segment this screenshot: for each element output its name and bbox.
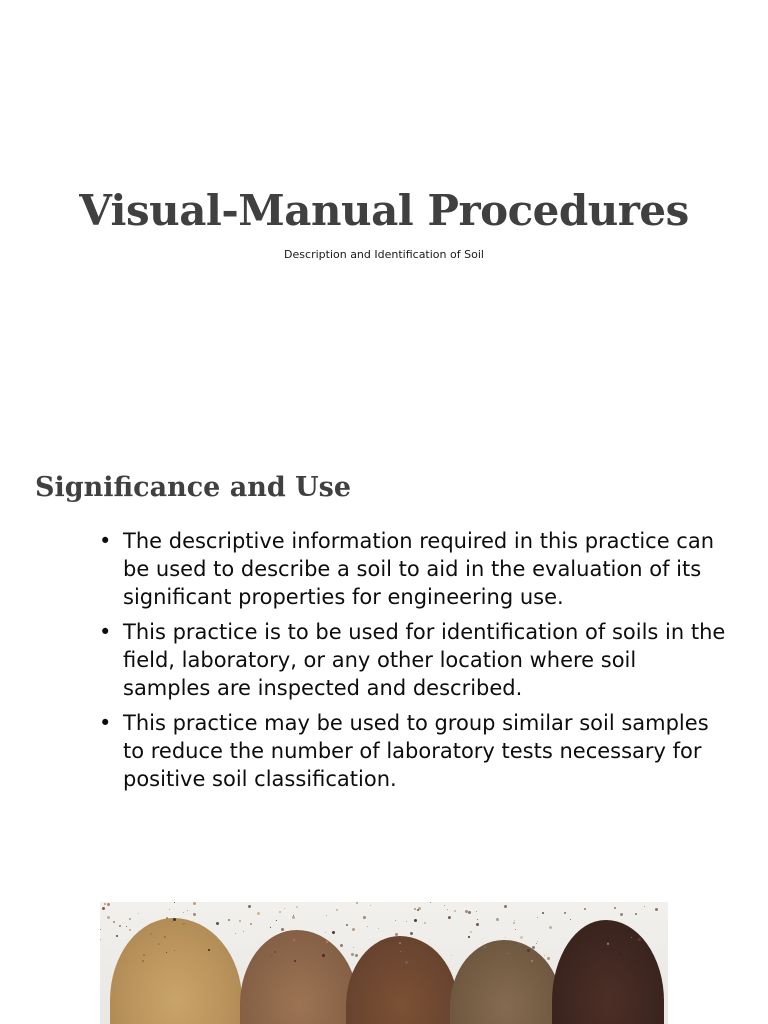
- soil-speck: [620, 913, 623, 916]
- soil-speck: [183, 912, 184, 913]
- soil-speck: [187, 910, 188, 911]
- soil-speck: [164, 936, 166, 938]
- list-item: [97, 527, 727, 611]
- soil-speck: [336, 909, 338, 911]
- soil-speck: [281, 928, 284, 931]
- soil-speck: [448, 917, 450, 919]
- soil-speck: [584, 908, 586, 910]
- soil-speck: [174, 902, 175, 903]
- soil-speck: [547, 957, 550, 960]
- soil-speck: [296, 906, 298, 908]
- soil-speck: [644, 906, 645, 907]
- soil-speck: [513, 922, 515, 924]
- soil-speck: [484, 946, 486, 948]
- soil-speck: [346, 924, 348, 926]
- soil-pile-light-tan: [110, 918, 242, 1024]
- soil-speck: [292, 916, 295, 919]
- soil-speck: [353, 947, 354, 948]
- soil-speck: [570, 919, 571, 920]
- soil-speck: [113, 921, 115, 923]
- soil-speck: [638, 938, 641, 941]
- soil-speck: [356, 902, 358, 904]
- list-item: [97, 709, 727, 793]
- soil-speck: [447, 909, 448, 910]
- soil-speck: [248, 905, 251, 908]
- soil-speck: [102, 907, 105, 910]
- soil-speck: [537, 941, 538, 942]
- soil-speck: [514, 920, 515, 921]
- soil-speck: [193, 913, 196, 916]
- soil-speck: [119, 925, 121, 927]
- soil-speck: [270, 927, 271, 928]
- soil-speck: [250, 923, 252, 925]
- soil-speck: [301, 937, 302, 938]
- soil-speck: [169, 909, 170, 910]
- soil-speck: [520, 936, 523, 939]
- soil-speck: [405, 961, 408, 964]
- soil-speck: [470, 931, 472, 933]
- soil-speck: [367, 926, 368, 927]
- soil-speck: [437, 952, 438, 953]
- soil-speck: [107, 916, 110, 919]
- soil-speck: [254, 957, 257, 960]
- slide-title: Visual-Manual Procedures: [79, 186, 689, 235]
- soil-speck: [430, 902, 431, 903]
- soil-speck: [406, 921, 407, 922]
- soil-speck: [166, 952, 167, 953]
- soil-speck: [520, 948, 522, 950]
- bullet-list: [97, 527, 727, 800]
- soil-speck: [322, 954, 325, 957]
- soil-speck: [174, 950, 175, 951]
- soil-speck: [395, 933, 398, 936]
- soil-speck: [100, 929, 101, 930]
- soil-speck: [468, 911, 471, 914]
- soil-speck: [468, 936, 470, 938]
- soil-speck: [549, 926, 552, 929]
- soil-speck: [274, 951, 276, 953]
- soil-speck: [537, 917, 538, 918]
- bullet-text: The descriptive information required in this practice can be used to describe a soil to aid in the evaluation of its significant properties for engineering use.: [123, 529, 715, 609]
- soil-speck: [395, 920, 396, 921]
- soil-pile-dark-brown: [552, 920, 664, 1024]
- soil-speck: [172, 921, 173, 922]
- soil-samples-photo: [100, 902, 668, 1024]
- soil-speck: [276, 920, 277, 921]
- soil-speck: [352, 928, 355, 931]
- section-heading: Significance and Use: [35, 472, 352, 503]
- soil-speck: [454, 910, 456, 912]
- soil-speck: [150, 933, 152, 935]
- soil-speck: [451, 955, 452, 956]
- soil-speck: [424, 922, 426, 924]
- soil-speck: [129, 918, 131, 920]
- soil-speck: [504, 905, 507, 908]
- soil-speck: [142, 960, 144, 962]
- soil-speck: [326, 915, 327, 916]
- list-item: [97, 618, 727, 702]
- soil-speck: [166, 917, 168, 919]
- soil-speck: [527, 949, 530, 952]
- bullet-icon: •: [99, 529, 112, 553]
- soil-speck: [107, 903, 110, 906]
- soil-speck: [607, 943, 609, 945]
- bullet-icon: •: [99, 711, 112, 735]
- soil-speck: [542, 912, 544, 914]
- soil-speck: [495, 943, 496, 944]
- soil-pile-gray-brown: [450, 940, 562, 1024]
- soil-speck: [325, 932, 326, 933]
- soil-speck: [518, 943, 521, 946]
- soil-speck: [239, 920, 241, 922]
- soil-speck: [370, 905, 371, 906]
- soil-speck: [410, 932, 413, 935]
- soil-speck: [138, 913, 139, 914]
- bullet-text: This practice is to be used for identification of soils in the field, laboratory, or any other location where soil samples are inspected and described.: [123, 620, 726, 700]
- soil-speck: [235, 933, 236, 934]
- soil-speck: [208, 949, 210, 951]
- soil-speck: [270, 954, 273, 957]
- soil-speck: [515, 929, 516, 930]
- soil-speck: [326, 941, 328, 943]
- soil-speck: [143, 954, 145, 956]
- soil-speck: [294, 960, 296, 962]
- soil-speck: [476, 923, 479, 926]
- soil-speck: [173, 918, 176, 921]
- soil-speck: [284, 908, 285, 909]
- soil-speck: [355, 954, 358, 957]
- soil-speck: [129, 929, 131, 931]
- soil-speck: [544, 955, 545, 956]
- soil-speck: [399, 942, 401, 944]
- soil-speck: [564, 912, 566, 914]
- soil-speck: [351, 953, 354, 956]
- soil-speck: [128, 958, 129, 959]
- soil-speck: [400, 951, 401, 952]
- soil-speck: [631, 937, 632, 938]
- soil-speck: [216, 922, 219, 925]
- soil-speck: [104, 903, 106, 905]
- soil-speck: [153, 937, 154, 938]
- soil-speck: [378, 928, 379, 929]
- bullet-icon: •: [99, 620, 112, 644]
- soil-speck: [619, 953, 622, 956]
- soil-speck: [504, 940, 505, 941]
- soil-speck: [183, 923, 185, 925]
- soil-speck: [228, 919, 230, 921]
- soil-speck: [635, 913, 637, 915]
- soil-speck: [496, 918, 499, 921]
- soil-speck: [150, 923, 153, 926]
- slide-subtitle: Description and Identification of Soil: [284, 248, 484, 261]
- soil-speck: [332, 931, 335, 934]
- bullet-text: This practice may be used to group similar soil samples to reduce the number of laboratory tests necessary for positive soil classification.: [123, 711, 709, 791]
- soil-speck: [536, 943, 537, 944]
- soil-speck: [279, 911, 281, 913]
- soil-speck: [179, 924, 180, 925]
- soil-speck: [158, 943, 160, 945]
- soil-speck: [116, 935, 118, 937]
- soil-speck: [293, 939, 295, 941]
- soil-speck: [414, 919, 417, 922]
- soil-speck: [476, 911, 477, 912]
- soil-speck: [477, 919, 478, 920]
- soil-speck: [614, 907, 616, 909]
- soil-speck: [193, 902, 196, 905]
- soil-speck: [414, 908, 416, 910]
- soil-speck: [340, 944, 343, 947]
- soil-speck: [444, 905, 445, 906]
- soil-speck: [243, 931, 244, 932]
- soil-speck: [532, 946, 535, 949]
- soil-speck: [507, 953, 508, 954]
- soil-pile-reddish-brown: [346, 936, 458, 1024]
- soil-speck: [126, 926, 127, 927]
- soil-speck: [536, 957, 537, 958]
- soil-speck: [257, 912, 260, 915]
- soil-speck: [505, 937, 506, 938]
- soil-speck: [363, 916, 366, 919]
- soil-speck: [655, 908, 658, 911]
- soil-speck: [417, 909, 419, 911]
- soil-speck: [100, 939, 101, 940]
- soil-speck: [382, 949, 385, 952]
- soil-speck: [531, 960, 533, 962]
